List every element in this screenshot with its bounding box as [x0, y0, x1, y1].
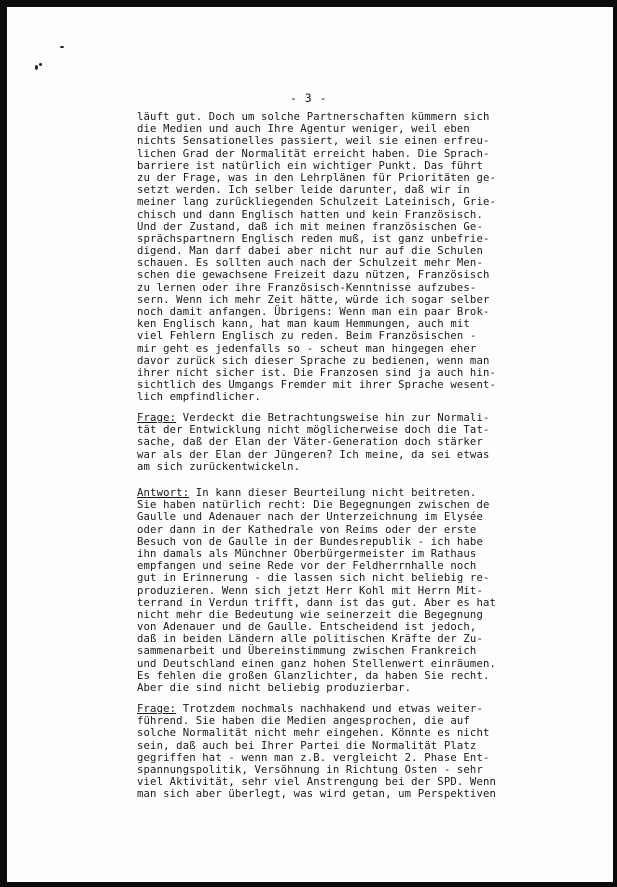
- text-line: [137, 367, 509, 379]
- line-text: und Deutschland einen ganz hohen Stellenwert einräumen.: [137, 657, 497, 670]
- line-text: Und der Zustand, daß ich mit meinen französischen Ge-: [137, 220, 483, 233]
- text-line: [137, 511, 509, 523]
- text-line: [137, 111, 509, 123]
- text-line: [137, 269, 509, 281]
- text-line: [137, 776, 509, 788]
- line-text: sprächspartnern Englisch reden muß, ist ganz unbefrie-: [137, 232, 490, 245]
- text-line: [137, 355, 509, 367]
- line-text: oder dann in der Kathedrale von Reims oder der erste: [137, 523, 477, 536]
- line-text: die Medien und auch Ihre Agentur weniger, weil eben: [137, 123, 470, 136]
- text-line: [137, 727, 509, 739]
- text-line: [137, 245, 509, 257]
- text-line: [137, 343, 509, 355]
- text-line: [137, 391, 509, 403]
- line-text: nicht mehr die Bedeutung wie seinerzeit die Begegnung: [137, 608, 483, 621]
- text-line: [137, 306, 509, 318]
- text-line: [137, 536, 509, 548]
- text-line: [137, 585, 509, 597]
- line-text: digend. Man darf dabei aber nicht nur auf die Schulen: [137, 245, 483, 258]
- text-line: [137, 609, 509, 621]
- text-line: [137, 560, 509, 572]
- line-text: meiner lang zurückliegenden Schulzeit Lateinisch, Grie-: [137, 196, 497, 209]
- text-line: [137, 461, 509, 473]
- line-text: zu lernen oder ihre Französisch-Kenntnisse aufzubes-: [137, 281, 477, 294]
- line-text: man sich aber überlegt, was wird getan, um Perspektiven: [137, 788, 497, 801]
- text-line: [137, 209, 509, 221]
- scan-border-right: [613, 0, 617, 887]
- answer-continuation-paragraph: [137, 111, 509, 404]
- text-line: [137, 597, 509, 609]
- line-text: tät der Entwicklung nicht möglicherweise doch die Tat-: [137, 424, 490, 437]
- line-text: sern. Wenn ich mehr Zeit hätte, würde ich sogar selber: [137, 293, 490, 306]
- text-line: [137, 548, 509, 560]
- speaker-label: Frage:: [137, 412, 177, 424]
- text-line: [137, 645, 509, 657]
- text-line: [137, 764, 509, 776]
- text-line: [137, 135, 509, 147]
- line-text: lichen Grad der Normalität erreicht haben. Die Sprach-: [137, 147, 490, 160]
- text-line: [137, 670, 509, 682]
- line-text: ihrer nicht sicher ist. Die Franzosen sind ja auch hin-: [137, 366, 497, 379]
- line-text: spannungspolitik, Versöhnung in Richtung Osten - sehr: [137, 763, 483, 776]
- line-text: gut in Erinnerung - die lassen sich nicht beliebig re-: [137, 572, 490, 585]
- line-text: Verdeckt die Betrachtungsweise hin zur Normali-: [176, 412, 490, 424]
- line-text: sichtlich des Umgangs Fremder mit ihrer Sprache wesent-: [137, 379, 497, 392]
- line-text: viel Aktivität, sehr viel Anstrengung bei der SPD. Wenn: [137, 776, 497, 789]
- text-line: [137, 572, 509, 584]
- text-line: [137, 412, 509, 424]
- text-line: [137, 682, 509, 694]
- text-line: [137, 221, 509, 233]
- text-line: [137, 123, 509, 135]
- scan-border-bottom: [0, 882, 617, 887]
- line-text: produzieren. Wenn sich jetzt Herr Kohl mit Herrn Mit-: [137, 584, 483, 597]
- line-text: war als der Elan der Jüngeren? Ich meine, da sei etwas: [137, 448, 490, 461]
- page-number: - 3 -: [289, 91, 328, 105]
- line-text: solche Normalität nicht mehr eingehen. Könnte es nicht: [137, 727, 490, 740]
- line-text: lich empfindlicher.: [137, 391, 262, 404]
- line-text: Sie haben natürlich recht: Die Begegnungen zwischen de: [137, 499, 490, 512]
- question-paragraph: [137, 703, 509, 801]
- scan-speck: [39, 63, 42, 66]
- line-text: nichts Sensationelles passiert, weil sie einen erfreu-: [137, 135, 490, 148]
- line-text: In kann dieser Beurteilung nicht beitreten.: [189, 487, 477, 499]
- scan-border-top: [0, 0, 617, 7]
- line-text: schen die gewachsene Freizeit dazu nützen, Französisch: [137, 269, 490, 282]
- line-text: am sich zurückentwickeln.: [137, 460, 301, 473]
- line-text: ihn damals als Münchner Oberbürgermeister im Rathaus: [137, 547, 477, 560]
- line-text: chisch und dann Englisch hatten und kein Französisch.: [137, 208, 483, 221]
- line-text: sammenarbeit und Übereinstimmung zwischen Frankreich: [137, 645, 477, 658]
- line-text: Aber die sind nicht beliebig produzierbar.: [137, 682, 412, 694]
- answer-paragraph: [137, 487, 509, 694]
- text-line: [137, 330, 509, 342]
- text-line: [137, 172, 509, 184]
- text-line: [137, 184, 509, 196]
- line-text: empfangen und seine Rede vor der Feldherrnhalle noch: [137, 560, 477, 573]
- line-text: noch damit anfangen. Übrigens: Wenn man ein paar Brok-: [137, 306, 490, 318]
- text-line: [137, 788, 509, 800]
- line-text: ken Englisch kann, hat man kaum Hemmungen, auch mit: [137, 318, 470, 331]
- text-line: [137, 379, 509, 391]
- line-text: mir geht es jedenfalls so - scheut man hingegen eher: [137, 342, 477, 355]
- line-text: zu der Frage, was in den Lehrplänen für Prioritäten ge-: [137, 171, 497, 184]
- line-text: setzt werden. Ich selber leide darunter, daß wir in: [137, 184, 470, 197]
- line-text: Gaulle und Adenauer nach der Unterzeichnung im Elysée: [137, 511, 483, 524]
- text-line: [137, 449, 509, 461]
- text-line: [137, 318, 509, 330]
- line-text: sache, daß der Elan der Väter-Generation doch stärker: [137, 436, 483, 449]
- line-text: führend. Sie haben die Medien angesprochen, die auf: [137, 715, 470, 728]
- text-line: [137, 633, 509, 645]
- text-line: [137, 740, 509, 752]
- speaker-label: Antwort:: [137, 487, 190, 499]
- line-text: viel Fehlern Englisch zu reden. Beim Französischen -: [137, 330, 477, 343]
- text-line: [137, 148, 509, 160]
- text-line: [137, 621, 509, 633]
- text-line: [137, 499, 509, 511]
- line-text: Es fehlen die großen Glanzlichter, da haben Sie recht.: [137, 669, 490, 682]
- line-text: terrand in Verdun trifft, dann ist das gut. Aber es hat: [137, 596, 497, 609]
- line-text: Besuch von de Gaulle in der Bundesrepublik - ich habe: [137, 535, 483, 548]
- line-text: läuft gut. Doch um solche Partnerschaften kümmern sich: [137, 111, 490, 123]
- question-paragraph: [137, 412, 509, 473]
- line-text: von Adenauer und de Gaulle. Entscheidend ist jedoch,: [137, 621, 477, 634]
- text-line: [137, 233, 509, 245]
- text-line: [137, 658, 509, 670]
- text-line: [137, 160, 509, 172]
- text-line: [137, 436, 509, 448]
- text-line: [137, 282, 509, 294]
- line-text: sein, daß auch bei Ihrer Partei die Normalität Platz: [137, 739, 477, 752]
- text-line: [137, 294, 509, 306]
- line-text: gegriffen hat - wenn man z.B. vergleicht 2. Phase Ent-: [137, 751, 490, 764]
- text-line: [137, 524, 509, 536]
- line-text: davor zurück sich dieser Sprache zu bedienen, wenn man: [137, 354, 490, 367]
- text-line: [137, 715, 509, 727]
- scan-speck: [60, 46, 64, 48]
- line-text: Trotzdem nochmals nachhakend und etwas weiter-: [176, 703, 483, 715]
- line-text: schauen. Es sollten auch nach der Schulzeit mehr Men-: [137, 257, 483, 270]
- speaker-label: Frage:: [137, 703, 177, 715]
- line-text: daß in beiden Ländern alle politischen Kräfte der Zu-: [137, 633, 483, 646]
- scan-border-left: [0, 0, 7, 887]
- text-line: [137, 703, 509, 715]
- line-text: barriere ist natürlich ein wichtiger Punkt. Das führt: [137, 159, 483, 172]
- text-line: [137, 752, 509, 764]
- text-line: [137, 257, 509, 269]
- text-line: [137, 424, 509, 436]
- scan-speck: [35, 65, 38, 70]
- text-line: [137, 487, 509, 499]
- text-line: [137, 196, 509, 208]
